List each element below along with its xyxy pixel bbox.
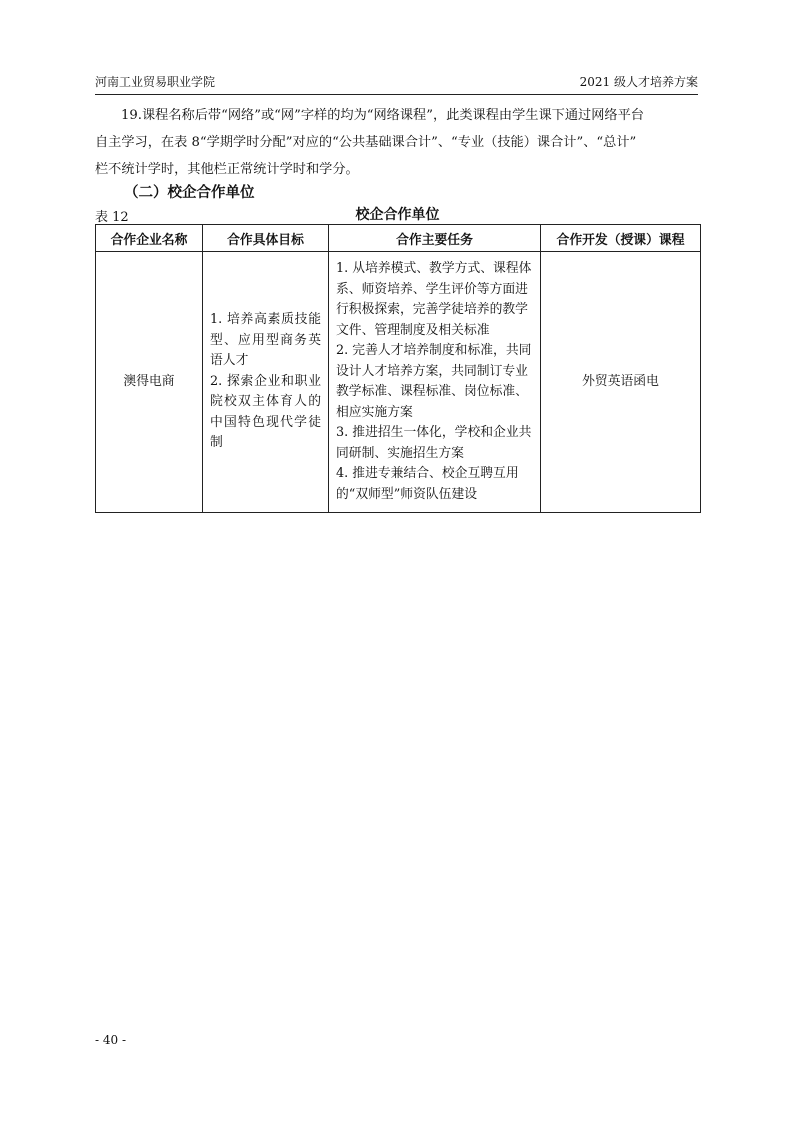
- column-header-goals: 合作具体目标: [203, 225, 329, 252]
- cell-goals: [203, 252, 329, 513]
- task-item: 3. 推进招生一体化，学校和企业共同研制、实施招生方案: [336, 425, 532, 461]
- column-header-company: 合作企业名称: [96, 225, 203, 252]
- note-line: 19.课程名称后带“网络”或“网”字样的均为“网络课程”，此类课程由学生课下通过网络平台: [121, 108, 644, 123]
- note-line: 栏不统计学时，其他栏正常统计学时和学分。: [95, 162, 359, 177]
- note-paragraph: [95, 102, 700, 183]
- note-line: 自主学习，在表 8“学期学时分配”对应的“公共基础课合计”、“专业（技能）课合计”、“总计”: [95, 135, 637, 150]
- page-number: - 40 -: [95, 1033, 127, 1047]
- section-heading: （二）校企合作单位: [124, 185, 255, 201]
- table-number-label: 表 12: [95, 210, 129, 225]
- goal-item: 2. 探索企业和职业院校双主体育人的中国特色现代学徒制: [210, 373, 321, 451]
- table-header-row: [96, 225, 701, 252]
- task-item: 4. 推进专兼结合、校企互聘互用的“双师型”师资队伍建设: [336, 466, 519, 502]
- page-header: [95, 72, 698, 95]
- column-header-courses: 合作开发（授课）课程: [541, 225, 701, 252]
- header-school-name: 河南工业贸易职业学院: [95, 75, 216, 89]
- cell-company: 澳得电商: [96, 252, 203, 513]
- task-item: 1. 从培养模式、教学方式、课程体系、师资培养、学生评价等方面进行积极探索，完善学徒培养的教学文件、管理制度及相关标准: [336, 261, 532, 338]
- column-header-tasks: 合作主要任务: [329, 225, 541, 252]
- task-item: 2. 完善人才培养制度和标准，共同设计人才培养方案，共同制订专业教学标准、课程标准、岗位标准、相应实施方案: [336, 343, 532, 420]
- table-row: [96, 252, 701, 513]
- table-caption: [95, 204, 700, 224]
- cooperation-table: [95, 224, 701, 513]
- table-title: 校企合作单位: [355, 207, 440, 223]
- cell-tasks: [329, 252, 541, 513]
- header-document-title: 2021 级人才培养方案: [579, 75, 698, 89]
- goal-item: 1. 培养高素质技能型、应用型商务英语人才: [210, 312, 321, 369]
- cell-course: 外贸英语函电: [541, 252, 701, 513]
